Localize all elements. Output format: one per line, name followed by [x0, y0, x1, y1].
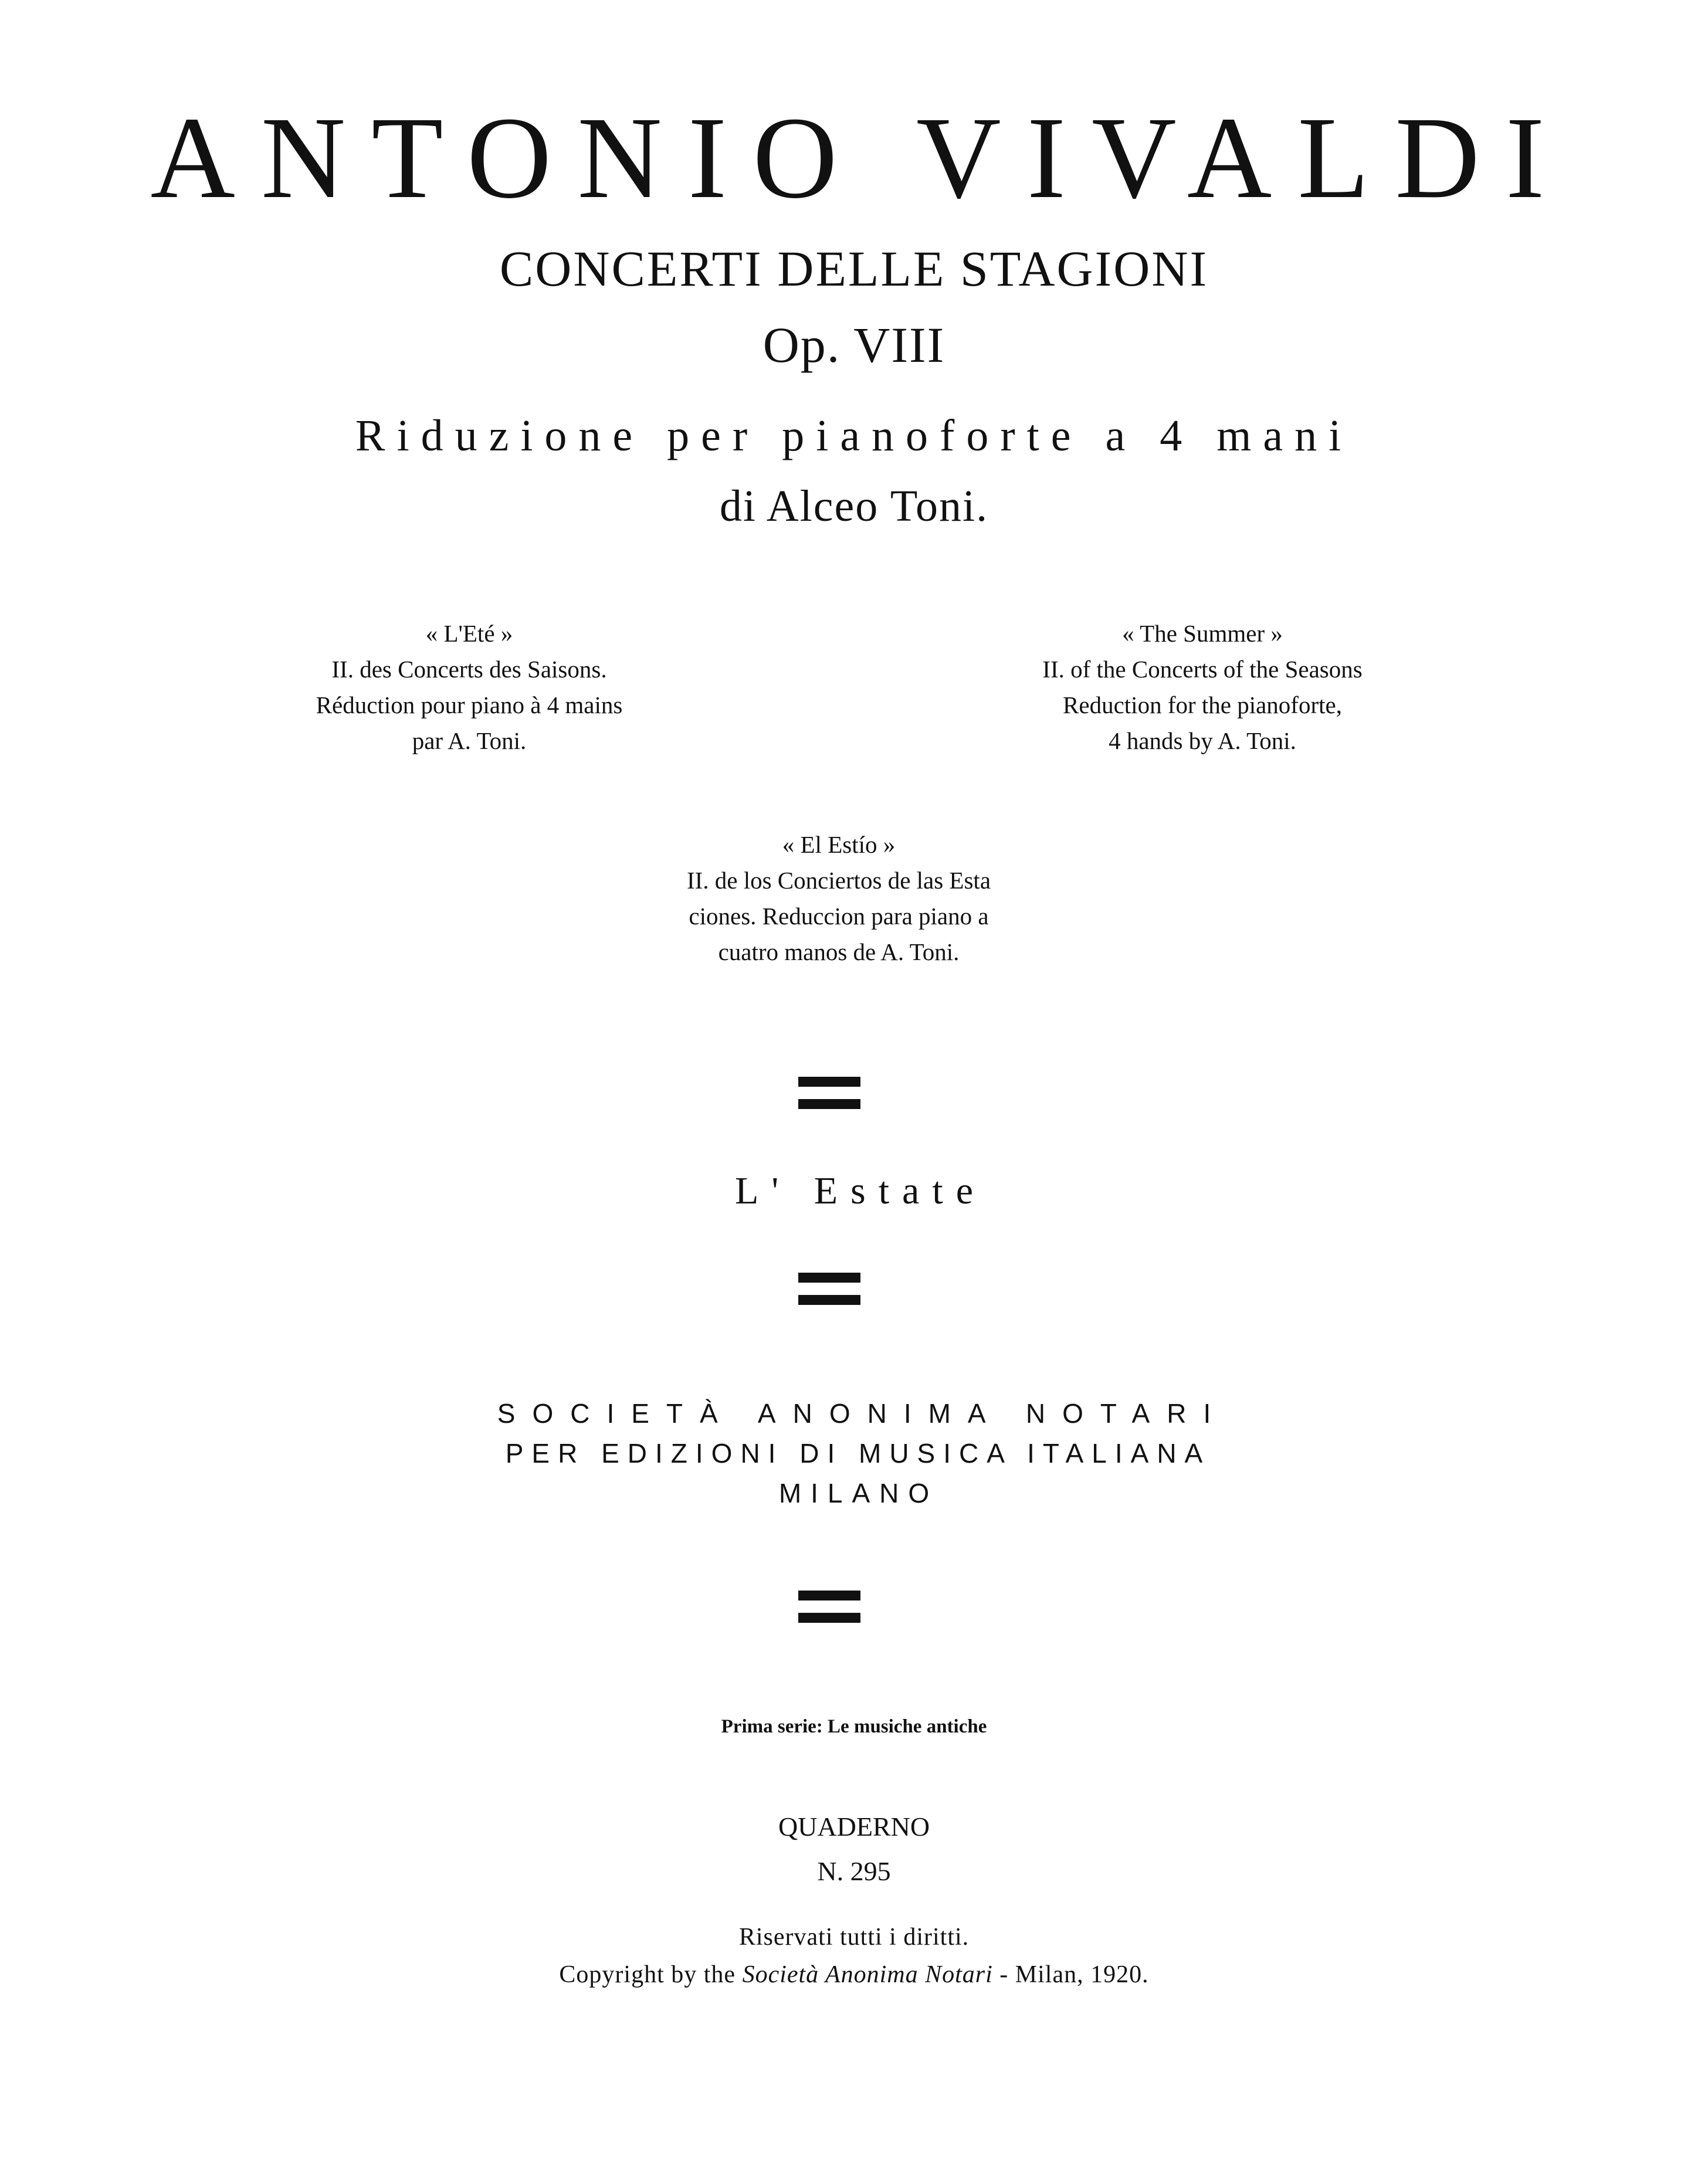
french-translation-block — [246, 616, 692, 759]
copyright-holder: Società Anonima Notari — [742, 1961, 993, 1988]
divider-bar — [798, 1099, 860, 1109]
divider-bar — [798, 1591, 860, 1600]
publisher-name: SOCIETÀ ANONIMA NOTARI — [497, 1398, 1228, 1429]
publisher-city: MILANO — [778, 1478, 939, 1508]
french-line: II. des Concerts des Saisons. — [331, 656, 607, 683]
copyright-line — [0, 1962, 1708, 1987]
spanish-title: « El Estío » — [782, 831, 896, 858]
series-label: Prima serie: Le musiche antiche — [721, 1716, 987, 1737]
divider-bar — [798, 1273, 860, 1283]
arranger-line: di Alceo Toni. — [719, 481, 989, 531]
divider-bar — [798, 1613, 860, 1623]
english-translation-block — [950, 616, 1455, 759]
quaderno-label: QUADERNO — [778, 1812, 930, 1842]
season-title: L' Estate — [735, 1169, 986, 1212]
double-rule-divider — [798, 1591, 860, 1626]
double-rule-divider — [798, 1273, 860, 1308]
divider-bar — [798, 1295, 860, 1305]
quaderno-number: N. 295 — [817, 1856, 891, 1886]
english-line: Reduction for the pianoforte, — [1063, 691, 1342, 718]
opus-number: Op. VIII — [762, 317, 946, 373]
divider-bar — [798, 1077, 860, 1087]
double-rule-divider — [798, 1077, 860, 1112]
rights-reserved: Riservati tutti i diritti. — [738, 1924, 970, 1951]
spanish-translation-block — [610, 827, 1068, 970]
french-line: par A. Toni. — [412, 727, 527, 754]
french-line: Réduction pour piano à 4 mains — [316, 691, 623, 718]
spanish-line: cuatro manos de A. Toni. — [718, 938, 960, 965]
composer-name: ANTONIO VIVALDI — [150, 93, 1571, 223]
english-line: 4 hands by A. Toni. — [1109, 727, 1296, 754]
spanish-line: ciones. Reduccion para piano a — [689, 903, 989, 930]
french-title: « L'Eté » — [425, 620, 513, 647]
english-title: « The Summer » — [1122, 620, 1283, 647]
publisher-subtitle: PER EDIZIONI DI MUSICA ITALIANA — [505, 1438, 1211, 1469]
english-line: II. of the Concerts of the Seasons — [1042, 656, 1363, 683]
reduction-line: Riduzione per pianoforte a 4 mani — [355, 411, 1353, 460]
spanish-line: II. de los Conciertos de las Esta — [686, 867, 991, 894]
work-title: CONCERTI DELLE STAGIONI — [499, 240, 1209, 297]
copyright-suffix: - Milan, 1920. — [999, 1961, 1149, 1988]
copyright-prefix: Copyright by the — [559, 1961, 736, 1988]
